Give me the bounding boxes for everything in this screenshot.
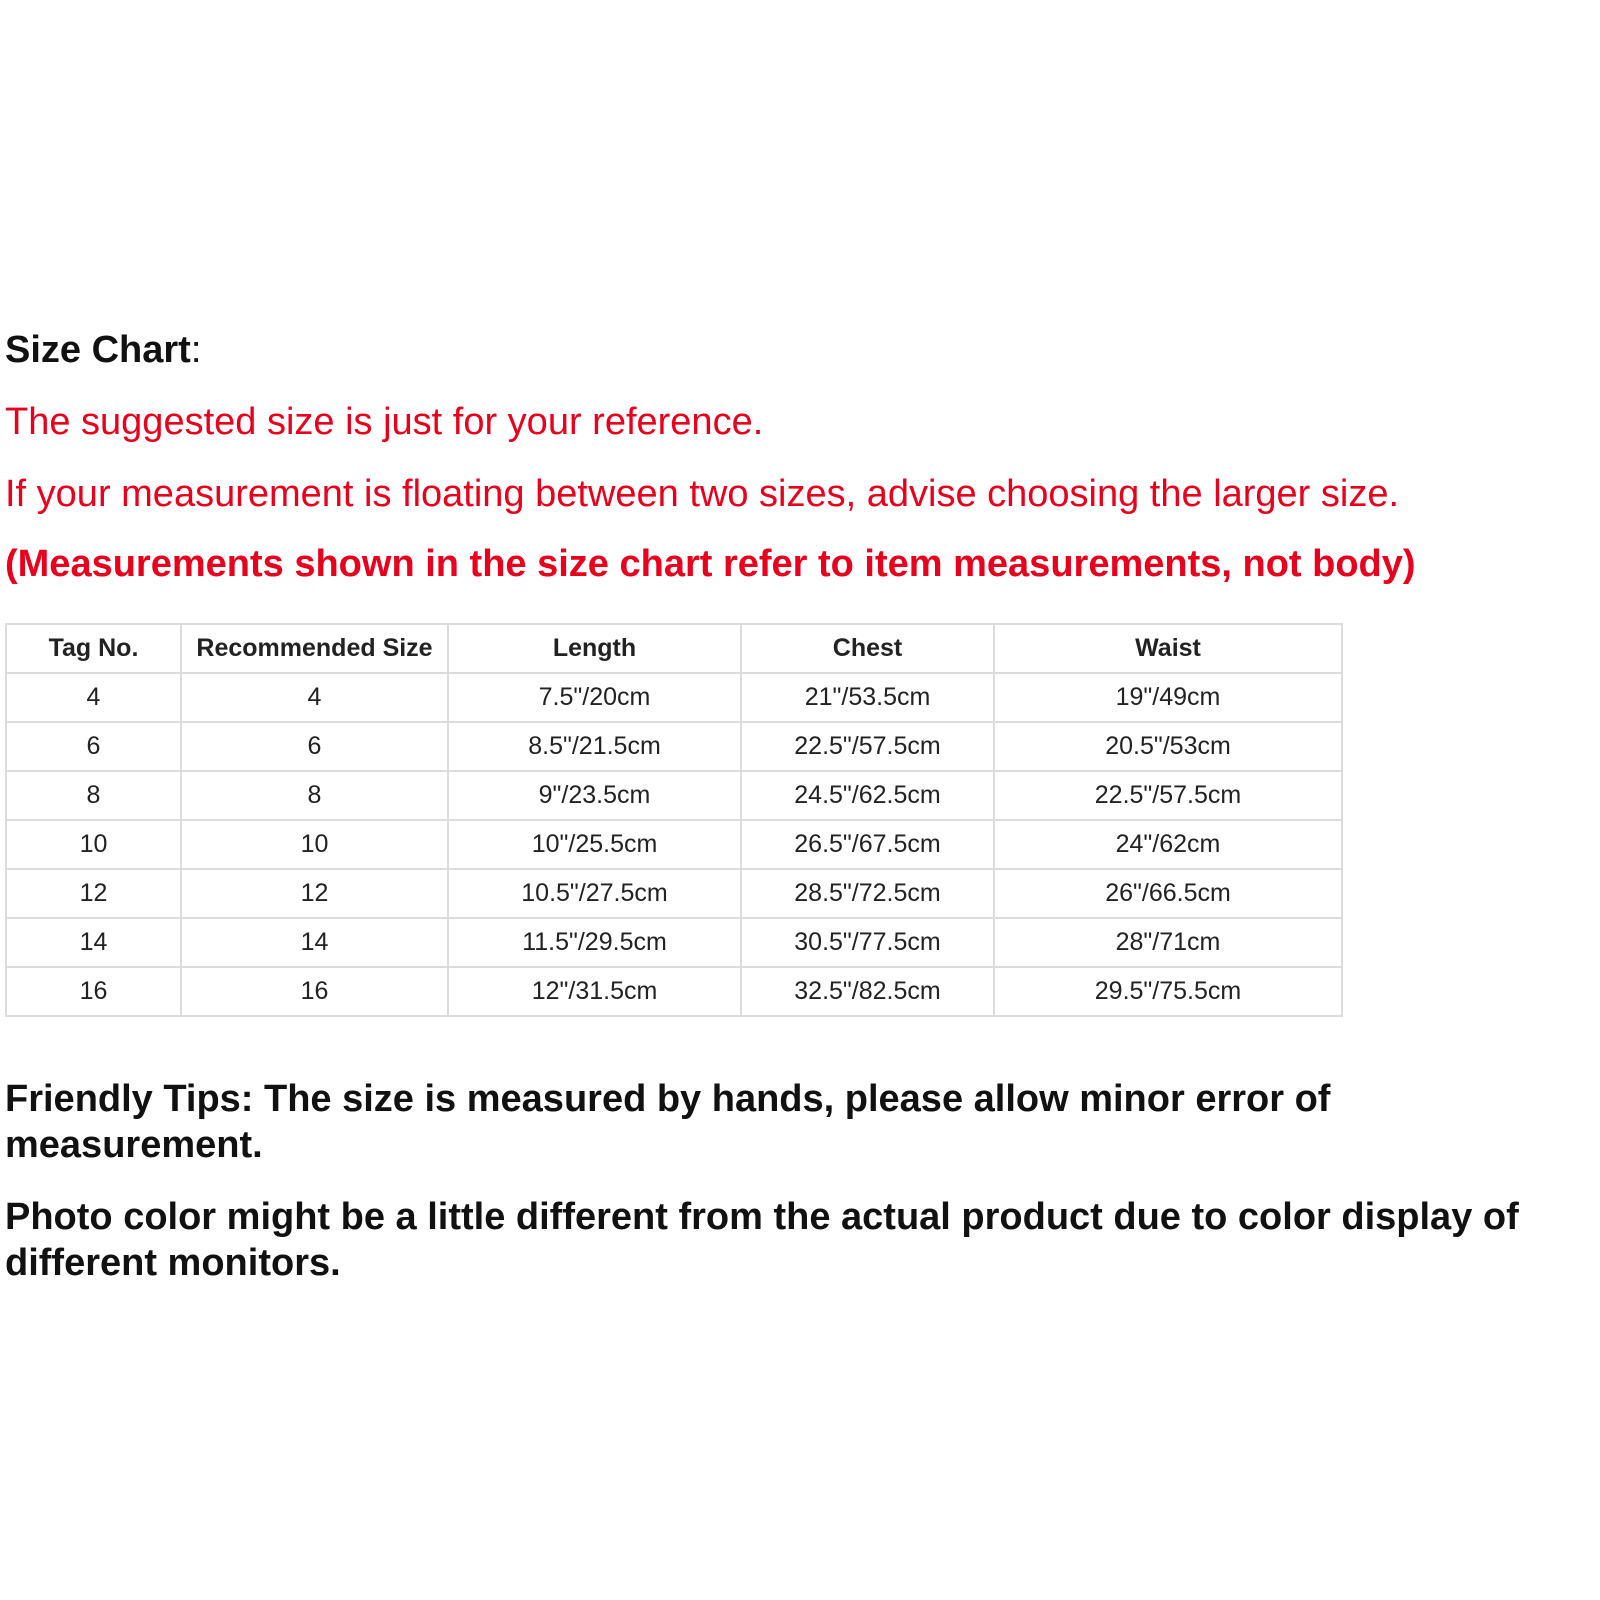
- cell-chest: 24.5"/62.5cm: [741, 771, 994, 820]
- size-chart-title: Size Chart: [5, 329, 191, 371]
- table-header-row: [6, 624, 1342, 673]
- cell-tag-no: 6: [6, 722, 181, 771]
- cell-tag-no: 16: [6, 967, 181, 1016]
- photo-color-note: Photo color might be a little different from the actual product due to color display of different monitors.: [5, 1196, 1519, 1284]
- header-tag-no: Tag No.: [6, 624, 181, 673]
- cell-length: 10.5"/27.5cm: [448, 869, 741, 918]
- cell-length: 8.5"/21.5cm: [448, 722, 741, 771]
- cell-length: 12"/31.5cm: [448, 967, 741, 1016]
- cell-tag-no: 10: [6, 820, 181, 869]
- cell-chest: 28.5"/72.5cm: [741, 869, 994, 918]
- cell-waist: 28"/71cm: [994, 918, 1342, 967]
- cell-tag-no: 4: [6, 673, 181, 722]
- cell-waist: 26"/66.5cm: [994, 869, 1342, 918]
- cell-length: 10"/25.5cm: [448, 820, 741, 869]
- cell-recommended-size: 4: [181, 673, 448, 722]
- cell-waist: 29.5"/75.5cm: [994, 967, 1342, 1016]
- cell-waist: 22.5"/57.5cm: [994, 771, 1342, 820]
- cell-recommended-size: 6: [181, 722, 448, 771]
- table-row: [6, 820, 1342, 869]
- size-chart-colon: :: [190, 329, 202, 371]
- table-row: [6, 869, 1342, 918]
- cell-chest: 32.5"/82.5cm: [741, 967, 994, 1016]
- cell-waist: 19"/49cm: [994, 673, 1342, 722]
- cell-recommended-size: 12: [181, 869, 448, 918]
- table-row: [6, 722, 1342, 771]
- header-chest: Chest: [741, 624, 994, 673]
- cell-recommended-size: 10: [181, 820, 448, 869]
- table-row: [6, 771, 1342, 820]
- cell-length: 9"/23.5cm: [448, 771, 741, 820]
- cell-chest: 21"/53.5cm: [741, 673, 994, 722]
- measurement-note: (Measurements shown in the size chart refer to item measurements, not body): [5, 543, 1416, 585]
- size-table: [5, 623, 1343, 1017]
- friendly-tips: Friendly Tips: The size is measured by hands, please allow minor error of measurement.: [5, 1078, 1331, 1166]
- cell-recommended-size: 8: [181, 771, 448, 820]
- table-row: [6, 967, 1342, 1016]
- cell-tag-no: 8: [6, 771, 181, 820]
- table-row: [6, 673, 1342, 722]
- cell-tag-no: 12: [6, 869, 181, 918]
- header-length: Length: [448, 624, 741, 673]
- size-chart-heading: [5, 328, 201, 372]
- header-waist: Waist: [994, 624, 1342, 673]
- header-recommended-size: Recommended Size: [181, 624, 448, 673]
- cell-recommended-size: 16: [181, 967, 448, 1016]
- cell-chest: 26.5"/67.5cm: [741, 820, 994, 869]
- cell-tag-no: 14: [6, 918, 181, 967]
- cell-waist: 20.5"/53cm: [994, 722, 1342, 771]
- larger-size-note: If your measurement is floating between two sizes, advise choosing the larger size.: [5, 473, 1400, 515]
- cell-chest: 30.5"/77.5cm: [741, 918, 994, 967]
- cell-length: 11.5"/29.5cm: [448, 918, 741, 967]
- cell-length: 7.5"/20cm: [448, 673, 741, 722]
- cell-recommended-size: 14: [181, 918, 448, 967]
- reference-note: The suggested size is just for your reference.: [5, 401, 764, 443]
- table-row: [6, 918, 1342, 967]
- cell-chest: 22.5"/57.5cm: [741, 722, 994, 771]
- cell-waist: 24"/62cm: [994, 820, 1342, 869]
